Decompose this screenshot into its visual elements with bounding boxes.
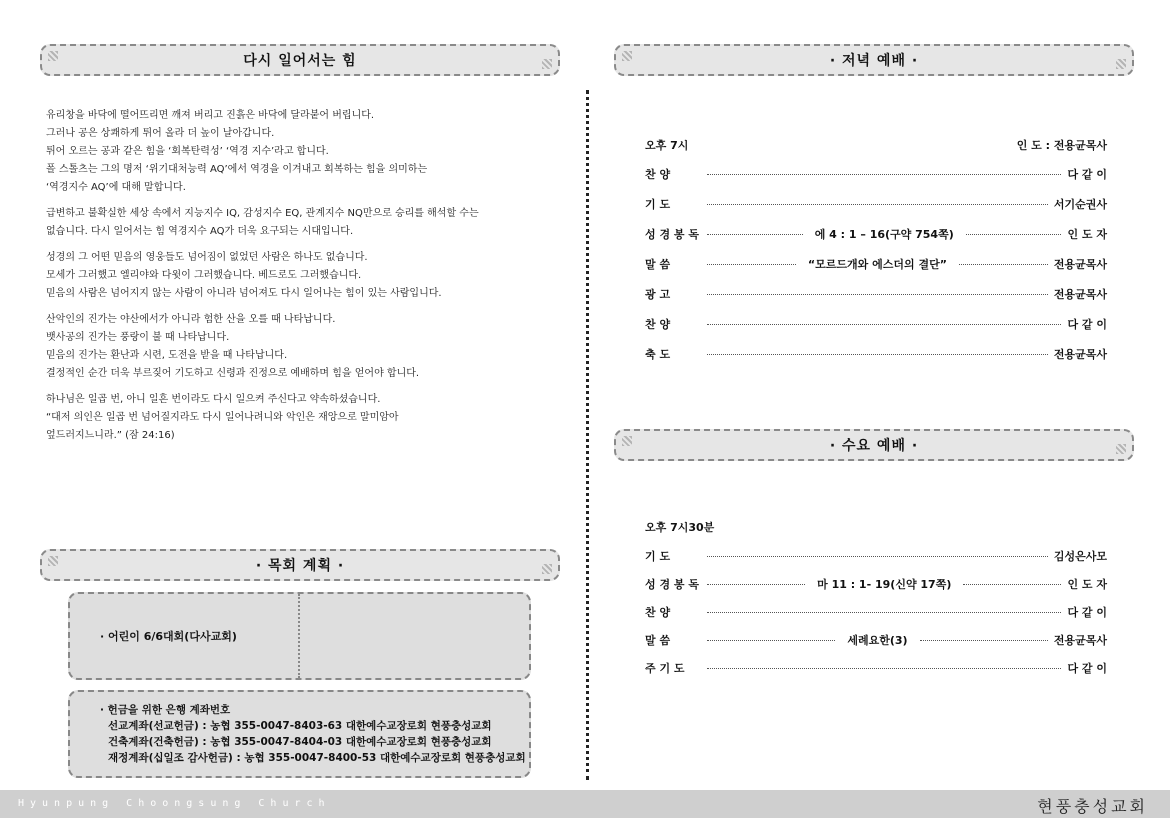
evening-title: · 저녁 예배 · [829, 53, 919, 69]
evening-time: 오후 7시 [645, 138, 689, 152]
essay-paragraph [46, 107, 556, 197]
evening-order-row [645, 195, 1107, 212]
leader-dots [707, 264, 796, 265]
essay-title-banner [40, 44, 560, 76]
evening-order-row [645, 255, 1107, 272]
order-person: 서기순권사 [1053, 197, 1107, 211]
order-detail: 세례요한(3) [841, 632, 913, 648]
essay-line: 믿음의 사람은 넘어지지 않는 사람이 아니라 넘어져도 다시 일어나는 힘이 있는 사람입니다. [46, 288, 442, 299]
essay-line: 엎드러지느니라.” (잠 24:16) [46, 430, 175, 441]
essay-title: 다시 일어서는 힘 [243, 53, 357, 69]
evening-order-row [645, 315, 1107, 332]
wednesday-title-banner [614, 429, 1134, 461]
order-label: 성 경 봉 독 [645, 577, 699, 591]
leader-dots [707, 234, 803, 235]
order-label: 축 도 [645, 347, 671, 361]
order-person: 다 같 이 [1067, 661, 1107, 675]
order-label: 기 도 [645, 197, 671, 211]
bank-account-line: 건축계좌(건축헌금) : 농협 355-0047-8404-03 대한예수교장로회 현풍충성교회 [108, 736, 492, 748]
essay-line: 급변하고 불확실한 세상 속에서 지능지수 IQ, 감성지수 EQ, 관계지수 NQ만으로 승리를 해석할 수는 [46, 208, 479, 219]
essay-line: 하나님은 일곱 번, 아니 일흔 번이라도 다시 일으켜 주신다고 약속하셨습니다. [46, 394, 381, 405]
leader-dots [963, 584, 1061, 585]
evening-order-row [645, 225, 1107, 242]
essay-line: 없습니다. 다시 일어서는 힘 역경지수 AQ가 더욱 요구되는 시대입니다. [46, 226, 354, 237]
plans-box [68, 592, 531, 680]
essay-paragraph [46, 249, 556, 303]
footer-korean-logo: 현풍충성교회 [1037, 797, 1148, 816]
order-person: 다 같 이 [1067, 605, 1107, 619]
order-person: 인 도 자 [1067, 227, 1107, 241]
essay-line: 튀어 오르는 공과 같은 힘을 ‘회복탄력성’ ‘역경 지수’라고 합니다. [46, 146, 329, 157]
bank-title: · 헌금을 위한 은행 계좌번호 [100, 704, 231, 716]
leader-dots [707, 324, 1061, 325]
essay-paragraph [46, 205, 556, 241]
footer-english: Hyunpung Choongsung Church [18, 798, 331, 809]
wednesday-order-row [645, 575, 1107, 592]
order-detail: 마 11 : 1- 19(신약 17쪽) [811, 576, 957, 592]
evening-order-row [645, 285, 1107, 302]
bank-account-line: 선교계좌(선교헌금) : 농협 355-0047-8403-63 대한예수교장로회 현풍충성교회 [108, 720, 492, 732]
order-label: 성 경 봉 독 [645, 227, 699, 241]
wednesday-order-row [645, 603, 1107, 620]
leader-dots [920, 640, 1048, 641]
order-person: 전용균목사 [1053, 347, 1107, 361]
essay-line: 유리창을 바닥에 떨어뜨리면 깨져 버리고 진흙은 바닥에 달라붙어 버립니다. [46, 110, 375, 121]
plans-title: · 목회 계획 · [255, 558, 345, 574]
leader-dots [707, 556, 1048, 557]
leader-dots [707, 668, 1061, 669]
essay-line: 결정적인 순간 더욱 부르짖어 기도하고 신령과 진정으로 예배하며 힘을 얻어야 합니다. [46, 368, 420, 379]
wednesday-title: · 수요 예배 · [829, 438, 919, 454]
order-person: 전용균목사 [1053, 633, 1108, 647]
evening-order-row [645, 165, 1107, 182]
order-detail: “모르드개와 에스더의 결단” [802, 256, 953, 272]
leader-dots [707, 294, 1048, 295]
essay-line: ‘역경지수 AQ’에 대해 말합니다. [46, 182, 186, 193]
order-label: 찬 양 [645, 317, 671, 331]
wednesday-order-row [645, 659, 1107, 676]
wednesday-order-row [645, 547, 1107, 564]
wednesday-order-row [645, 631, 1107, 648]
order-label: 찬 양 [645, 167, 671, 181]
order-label: 찬 양 [645, 605, 671, 619]
leader-dots [707, 204, 1048, 205]
essay-line: 믿음의 진가는 환난과 시련, 도전을 받을 때 나타납니다. [46, 350, 288, 361]
evening-order [645, 136, 1107, 375]
order-label: 말 씀 [645, 257, 671, 271]
wednesday-order [645, 518, 1107, 687]
leader-dots [707, 640, 835, 641]
plans-item: · 어린이 6/6대회(다사교회) [100, 630, 237, 643]
bank-box [68, 690, 531, 778]
leader-dots [707, 354, 1048, 355]
evening-title-banner [614, 44, 1134, 76]
leader-dots [707, 612, 1061, 613]
footer-bar [0, 790, 1170, 818]
order-label: 말 씀 [645, 633, 671, 647]
evening-leader: 인 도 : 전용균목사 [1016, 138, 1107, 152]
essay-line: 산악인의 진가는 야산에서가 아니라 험한 산을 오를 때 나타납니다. [46, 314, 336, 325]
order-label: 광 고 [645, 287, 671, 301]
order-person: 전용균목사 [1053, 287, 1107, 301]
essay-paragraph [46, 391, 556, 445]
order-person: 김성은사모 [1053, 549, 1107, 563]
order-label: 기 도 [645, 549, 671, 563]
essay-line: “대저 의인은 일곱 번 넘어질지라도 다시 일어나려니와 악인은 재앙으로 말미암아 [46, 412, 399, 423]
plans-title-banner [40, 549, 560, 581]
order-person: 다 같 이 [1067, 317, 1107, 331]
essay-line: 뱃사공의 진가는 풍랑이 불 때 나타납니다. [46, 332, 230, 343]
leader-dots [966, 234, 1062, 235]
leader-dots [959, 264, 1048, 265]
essay-body [46, 107, 556, 453]
leader-dots [707, 174, 1061, 175]
leader-dots [707, 584, 805, 585]
page-divider [586, 90, 589, 780]
essay-line: 모세가 그러했고 엘리야와 다윗이 그러했습니다. 베드로도 그러했습니다. [46, 270, 362, 281]
order-detail: 에 4 : 1 – 16(구약 754쪽) [809, 226, 960, 242]
essay-line: 그러나 공은 상쾌하게 튀어 올라 더 높이 날아갑니다. [46, 128, 275, 139]
essay-line: 성경의 그 어떤 믿음의 영웅들도 넘어짐이 없었던 사람은 하나도 없습니다. [46, 252, 368, 263]
essay-line: 폴 스톨츠는 그의 명저 ‘위기대처능력 AQ’에서 역경을 이겨내고 회복하는 힘을 의미하는 [46, 164, 428, 175]
order-label: 주 기 도 [645, 661, 685, 675]
order-person: 전용균목사 [1053, 257, 1107, 271]
bank-account-line: 재정계좌(십일조 감사헌금) : 농협 355-0047-8400-53 대한예수교장로회 현풍충성교회 [108, 752, 526, 764]
order-person: 다 같 이 [1067, 167, 1107, 181]
evening-order-row [645, 345, 1107, 362]
wednesday-time: 오후 7시30분 [645, 520, 715, 534]
essay-paragraph [46, 311, 556, 383]
order-person: 인 도 자 [1067, 577, 1108, 591]
